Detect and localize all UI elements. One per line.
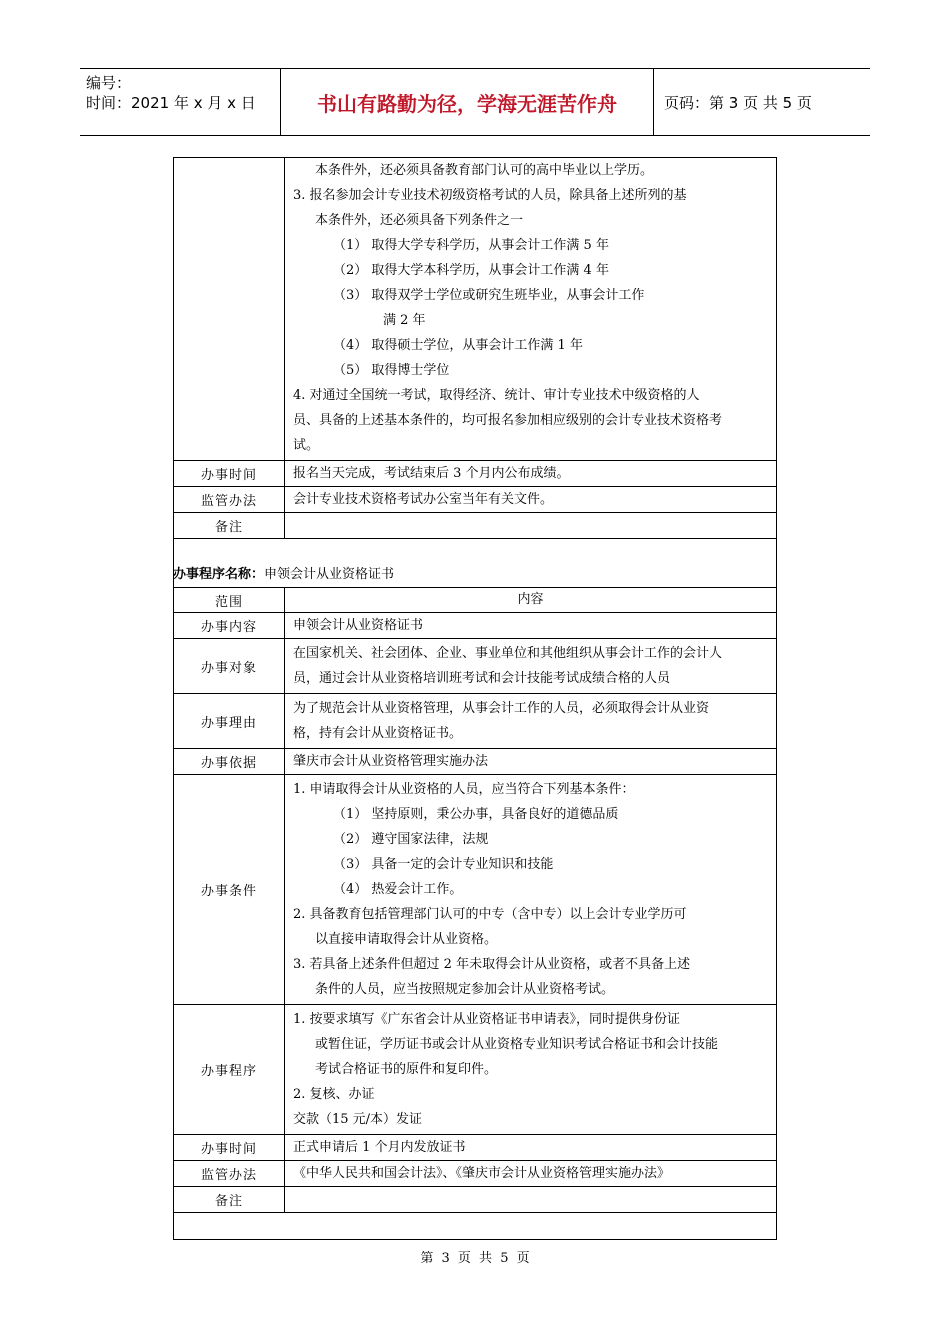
table-row — [174, 1186, 776, 1212]
supervise-value-cell: 会计专业技术资格考试办公室当年有关文件。 — [293, 492, 554, 507]
condition-line: 条件的人员，应当按照规定参加会计从业资格考试。 — [315, 982, 615, 997]
remark-label-cell: 备注 — [174, 1187, 285, 1212]
procedure-line: 考试合格证书的原件和复印件。 — [315, 1062, 498, 1077]
table-row — [174, 158, 776, 460]
page-header — [80, 68, 870, 136]
supervise-value-cell: 《中华人民共和国会计法》、《肇庆市会计从业资格管理实施办法》 — [293, 1166, 671, 1181]
procedure-line: 或暂住证，学历证书或会计从业资格专业知识考试合格证书和会计技能 — [315, 1037, 719, 1052]
condition-line: （4） 热爱会计工作。 — [333, 882, 463, 897]
condition-line: （3） 具备一定的会计专业知识和技能 — [333, 857, 554, 872]
object-label-cell: 办事对象 — [174, 639, 285, 693]
condition-value-cell — [285, 775, 776, 1004]
condition-line: 以直接申请取得会计从业资格。 — [315, 932, 498, 947]
condition-line: 3. 若具备上述条件但超过 2 年未取得会计从业资格，或者不具备上述 — [293, 957, 691, 972]
table-exam-continuation — [173, 157, 777, 539]
empty-label-cell — [174, 158, 285, 460]
table-row — [174, 638, 776, 693]
procedure-label-cell: 办事程序 — [174, 1005, 285, 1134]
number-label: 编号： — [86, 74, 132, 92]
reason-value-cell — [285, 694, 776, 748]
conditions-line: （1） 取得大学专科学历，从事会计工作满 5 年 — [333, 238, 609, 253]
supervise-label-cell: 监管办法 — [174, 487, 285, 512]
header-page-label: 页码：第 3 页 共 5 页 — [664, 93, 812, 112]
conditions-line: （3） 取得双学士学位或研究生班毕业，从事会计工作 — [333, 288, 645, 303]
remark-label-cell: 备注 — [174, 513, 285, 538]
content-value-cell: 申领会计从业资格证书 — [293, 618, 424, 633]
basis-value-cell: 肇庆市会计从业资格管理实施办法 — [293, 754, 489, 769]
condition-line: 1. 申请取得会计从业资格的人员，应当符合下列基本条件： — [293, 782, 635, 797]
table-row-blank — [174, 1212, 776, 1239]
table-row — [174, 1004, 776, 1134]
table-header-row — [174, 588, 776, 612]
conditions-line: 本条件外，还必须具备下列条件之一 — [315, 213, 524, 228]
condition-line: 2. 具备教育包括管理部门认可的中专（含中专）以上会计专业学历可 — [293, 907, 687, 922]
conditions-line: 3. 报名参加会计专业技术初级资格考试的人员，除具备上述所列的基 — [293, 188, 687, 203]
time-value-cell: 报名当天完成，考试结束后 3 个月内公布成绩。 — [293, 466, 570, 481]
table-row — [174, 1160, 776, 1186]
condition-line: （2） 遵守国家法律，法规 — [333, 832, 489, 847]
conditions-line: 员、具备的上述基本条件的，均可报名参加相应级别的会计专业技术资格考 — [293, 413, 723, 428]
object-value-cell — [285, 639, 776, 693]
col-content-header: 内容 — [517, 592, 544, 607]
supervise-label-cell: 监管办法 — [174, 1161, 285, 1186]
time-value-cell: 正式申请后 1 个月内发放证书 — [293, 1140, 466, 1155]
object-line: 员，通过会计从业资格培训班考试和会计技能考试成绩合格的人员 — [293, 671, 671, 686]
conditions-line: （4） 取得硕士学位，从事会计工作满 1 年 — [333, 338, 583, 353]
time-label: 时间：2021 年 x 月 x 日 — [86, 94, 256, 112]
header-motto: 书山有路勤为径，学海无涯苦作舟 — [281, 69, 654, 135]
reason-line: 为了规范会计从业资格管理，从事会计工作的人员，必须取得会计从业资 — [293, 701, 710, 716]
table-certificate — [173, 587, 777, 1240]
conditions-line: 4. 对通过全国统一考试，取得经济、统计、审计专业技术中级资格的人 — [293, 388, 700, 403]
conditions-line: 试。 — [293, 438, 320, 453]
conditions-cell — [285, 158, 776, 460]
conditions-line: （5） 取得博士学位 — [333, 363, 450, 378]
procedure-line: 2. 复核、办证 — [293, 1087, 375, 1102]
content-label-cell: 办事内容 — [174, 613, 285, 638]
object-line: 在国家机关、社会团体、企业、事业单位和其他组织从事会计工作的会计人 — [293, 646, 723, 661]
reason-label-cell: 办事理由 — [174, 694, 285, 748]
procedure-line: 交款（15 元/本）发证 — [293, 1112, 423, 1127]
time-label-cell: 办事时间 — [174, 1135, 285, 1160]
conditions-line: 满 2 年 — [383, 313, 426, 328]
procedure-title-label: 办事程序名称： — [173, 567, 265, 582]
condition-label-cell: 办事条件 — [174, 775, 285, 1004]
table-row — [174, 460, 776, 486]
remark-value-cell — [285, 1187, 776, 1212]
procedure-line: 1. 按要求填写《广东省会计从业资格证书申请表》，同时提供身份证 — [293, 1012, 681, 1027]
table-row — [174, 774, 776, 1004]
table-row — [174, 612, 776, 638]
table-row — [174, 486, 776, 512]
header-meta — [80, 69, 281, 135]
page-footer: 第 3 页 共 5 页 — [420, 1251, 530, 1266]
table-row — [174, 748, 776, 774]
procedure-title-value: 申领会计从业资格证书 — [264, 567, 395, 582]
table-row — [174, 693, 776, 748]
table-row — [174, 1134, 776, 1160]
conditions-line: （2） 取得大学本科学历，从事会计工作满 4 年 — [333, 263, 609, 278]
time-label-cell: 办事时间 — [174, 461, 285, 486]
blank-cell — [174, 1213, 776, 1239]
reason-line: 格，持有会计从业资格证书。 — [293, 726, 463, 741]
col-scope-header: 范围 — [174, 588, 285, 612]
procedure-value-cell — [285, 1005, 776, 1134]
procedure-title — [173, 563, 394, 582]
condition-line: （1） 坚持原则，秉公办事，具备良好的道德品质 — [333, 807, 619, 822]
basis-label-cell: 办事依据 — [174, 749, 285, 774]
conditions-line: 本条件外，还必须具备教育部门认可的高中毕业以上学历。 — [315, 163, 654, 178]
